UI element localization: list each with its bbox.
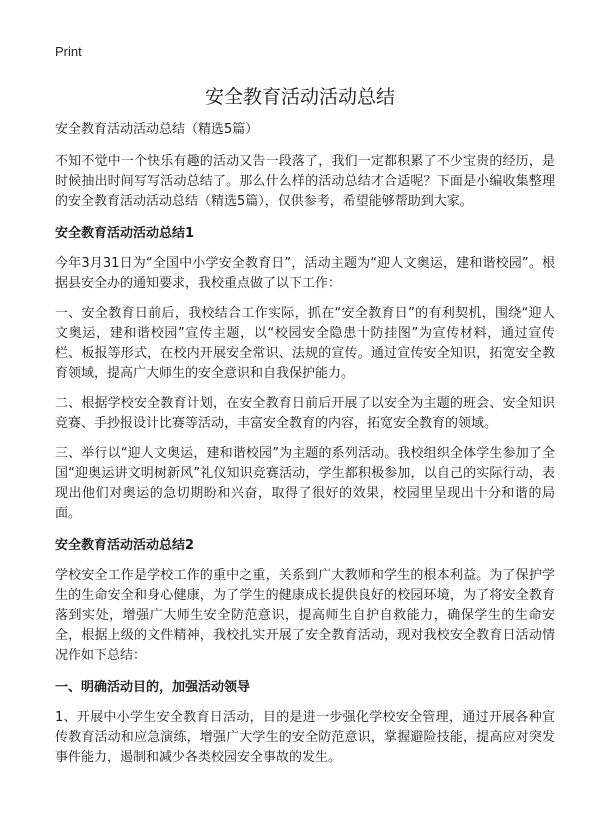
section-1-paragraph: 二、根据学校安全教育计划，在安全教育日前后开展了以安全为主题的班会、安全知识竞赛、手抄报设计比赛等活动，丰富安全教育的内容，拓宽安全教育的领域。: [55, 396, 555, 431]
page-title: 安全教育活动活动总结: [204, 86, 395, 108]
section-2-heading: 安全教育活动活动总结2: [55, 538, 195, 553]
section-1-paragraph: 一、安全教育日前后，我校结合工作实际，抓在“安全教育日”的有利契机，围绕“迎人文奥运，建和谐校园”宣传主题，以“校园安全隐患十防挂图”为宣传材料，通过宣传栏、板报等形式，在校内开展安全常识、法规的宣传。通过宣传安全知识，拓宽安全教育领域，提高广大师生的安全意识和自我保护能力。: [55, 306, 555, 381]
section-1-paragraph: 今年3月31日为“全国中小学安全教育日”，活动主题为“迎人文奥运，建和谐校园”。根据县安全办的通知要求，我校重点做了以下工作：: [55, 256, 555, 291]
section-2-paragraph: 学校安全工作是学校工作的重中之重，关系到广大教师和学生的根本利益。为了保护学生的生命安全和身心健康，为了学生的健康成长提供良好的校园环境，为了将安全教育落到实处，增强广大师生安全防范意识，提高师生自护自救能力，确保学生的生命安全，根据上级的文件精神，我校扎实开展了安全教育活动，现对我校安全教育日活动情况作如下总结：: [55, 568, 555, 663]
intro-paragraph: 不知不觉中一个快乐有趣的活动又告一段落了，我们一定都积累了不少宝贵的经历，是时候抽出时间写写活动总结了。那么什么样的活动总结才合适呢？下面是小编收集整理的安全教育活动活动总结（精选5篇），仅供参考，希望能够帮助到大家。: [55, 154, 555, 209]
document-subtitle: 安全教育活动活动总结（精选5篇）: [55, 122, 259, 137]
section-1-paragraph: 三、举行以“迎人文奥运，建和谐校园”为主题的系列活动。我校组织全体学生参加了全国“迎奥运讲文明树新风”礼仪知识竞赛活动，学生都积极参加，以自己的实际行动，表现出他们对奥运的急切期盼和兴奋，取得了很好的效果，校园里呈现出十分和谐的局面。: [55, 446, 555, 521]
section-2-subheading: 一、明确活动目的，加强活动领导: [55, 680, 251, 695]
section-1-heading: 安全教育活动活动总结1: [55, 226, 195, 241]
print-link[interactable]: Print: [55, 44, 82, 59]
document-body: [55, 120, 555, 778]
section-2-paragraph: 1、开展中小学生安全教育日活动，目的是进一步强化学校安全管理，通过开展各种宣传教育活动和应急演练，增强广大学生的安全防范意识，掌握避险技能，提高应对突发事件能力，遏制和减少各类校园安全事故的发生。: [55, 710, 555, 765]
